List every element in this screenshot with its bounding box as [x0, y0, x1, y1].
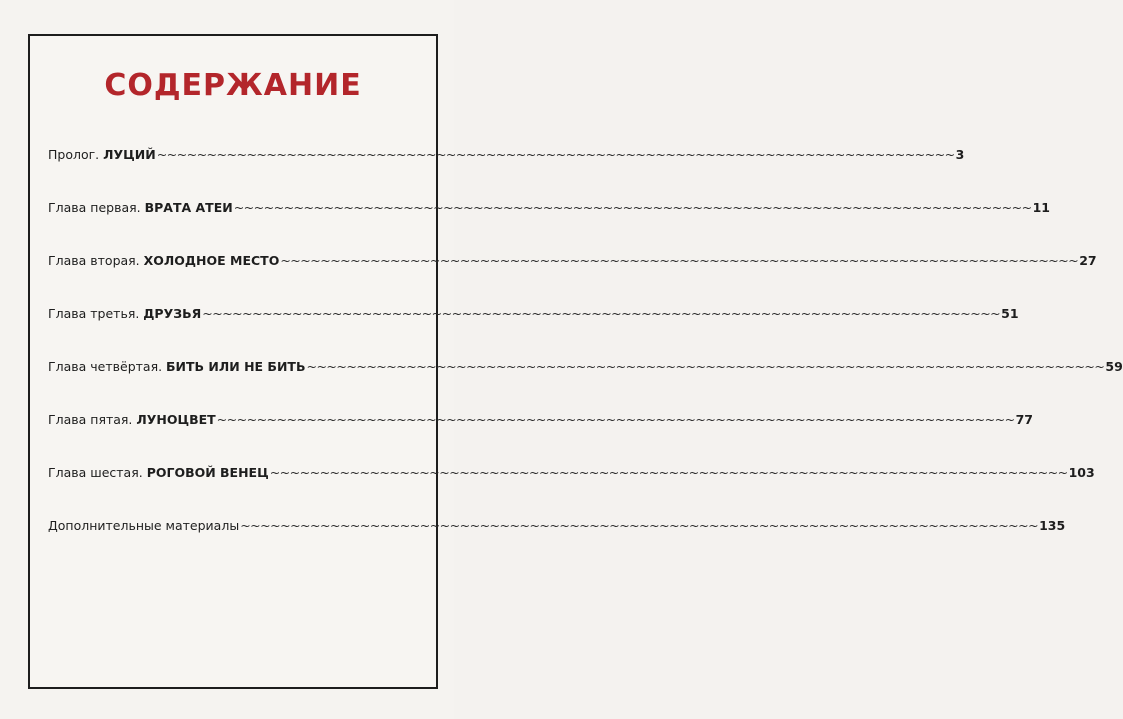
- entry-title: ХОЛОДНОЕ МЕСТО: [143, 253, 280, 268]
- entry-prefix: Пролог.: [48, 147, 104, 162]
- dot-leader: ~~~~~~~~~~~~~~~~~~~~~~~~~~~~~~~~~~~~~~~~~~~~~~~~~~~~~~~~~~~~~~~~~~~~~~~~~~~~~~~~: [202, 306, 1001, 321]
- entry-title: ДРУЗЬЯ: [143, 306, 202, 321]
- entry-title: ЛУНОЦВЕТ: [136, 412, 216, 427]
- entry-page-number: 77: [1015, 412, 1033, 427]
- entry-label: [48, 518, 239, 533]
- entry-label: [48, 147, 156, 162]
- entry-label: [48, 465, 269, 480]
- entry-page-number: 51: [1001, 306, 1019, 321]
- contents-entry-chapter-3[interactable]: [48, 306, 1019, 359]
- page-title: СОДЕРЖАНИЕ: [104, 68, 362, 103]
- entry-title: ЛУЦИЙ: [103, 147, 156, 162]
- contents-entry-chapter-5[interactable]: [48, 412, 1033, 465]
- entry-prefix: Глава первая.: [48, 200, 145, 215]
- entry-prefix: Дополнительные материалы: [48, 518, 240, 533]
- entry-page-number: 3: [955, 147, 965, 162]
- contents-entry-extras[interactable]: [48, 518, 1066, 571]
- contents-entry-chapter-6[interactable]: [48, 465, 1095, 518]
- contents-list: [48, 147, 1123, 571]
- dot-leader: ~~~~~~~~~~~~~~~~~~~~~~~~~~~~~~~~~~~~~~~~~~~~~~~~~~~~~~~~~~~~~~~~~~~~~~~~~~~~~~~~: [306, 359, 1105, 374]
- entry-title: ВРАТА АТЕИ: [144, 200, 233, 215]
- dot-leader: ~~~~~~~~~~~~~~~~~~~~~~~~~~~~~~~~~~~~~~~~~~~~~~~~~~~~~~~~~~~~~~~~~~~~~~~~~~~~~~~~: [216, 412, 1015, 427]
- dot-leader: ~~~~~~~~~~~~~~~~~~~~~~~~~~~~~~~~~~~~~~~~~~~~~~~~~~~~~~~~~~~~~~~~~~~~~~~~~~~~~~~~: [156, 147, 955, 162]
- entry-prefix: Глава третья.: [48, 306, 144, 321]
- entry-page-number: 103: [1068, 465, 1095, 480]
- entry-page-number: 11: [1032, 200, 1050, 215]
- entry-page-number: 59: [1105, 359, 1123, 374]
- contents-entry-chapter-4[interactable]: [48, 359, 1123, 412]
- entry-prefix: Глава шестая.: [48, 465, 147, 480]
- entry-page-number: 27: [1079, 253, 1097, 268]
- entry-page-number: 135: [1039, 518, 1066, 533]
- dot-leader: ~~~~~~~~~~~~~~~~~~~~~~~~~~~~~~~~~~~~~~~~~~~~~~~~~~~~~~~~~~~~~~~~~~~~~~~~~~~~~~~~: [240, 518, 1039, 533]
- entry-prefix: Глава вторая.: [48, 253, 144, 268]
- entry-label: [48, 412, 216, 427]
- contents-entry-prologue[interactable]: [48, 147, 965, 200]
- entry-label: [48, 253, 279, 268]
- entry-prefix: Глава четвёртая.: [48, 359, 167, 374]
- contents-entry-chapter-1[interactable]: [48, 200, 1050, 253]
- dot-leader: ~~~~~~~~~~~~~~~~~~~~~~~~~~~~~~~~~~~~~~~~~~~~~~~~~~~~~~~~~~~~~~~~~~~~~~~~~~~~~~~~: [280, 253, 1079, 268]
- entry-label: [48, 200, 233, 215]
- entry-title: РОГОВОЙ ВЕНЕЦ: [146, 465, 269, 480]
- contents-frame: [28, 34, 1123, 689]
- dot-leader: ~~~~~~~~~~~~~~~~~~~~~~~~~~~~~~~~~~~~~~~~~~~~~~~~~~~~~~~~~~~~~~~~~~~~~~~~~~~~~~~~: [269, 465, 1068, 480]
- entry-label: [48, 306, 201, 321]
- entry-prefix: Глава пятая.: [48, 412, 137, 427]
- entry-title: БИТЬ ИЛИ НЕ БИТЬ: [166, 359, 306, 374]
- entry-label: [48, 359, 305, 374]
- contents-entry-chapter-2[interactable]: [48, 253, 1097, 306]
- dot-leader: ~~~~~~~~~~~~~~~~~~~~~~~~~~~~~~~~~~~~~~~~~~~~~~~~~~~~~~~~~~~~~~~~~~~~~~~~~~~~~~~~: [233, 200, 1032, 215]
